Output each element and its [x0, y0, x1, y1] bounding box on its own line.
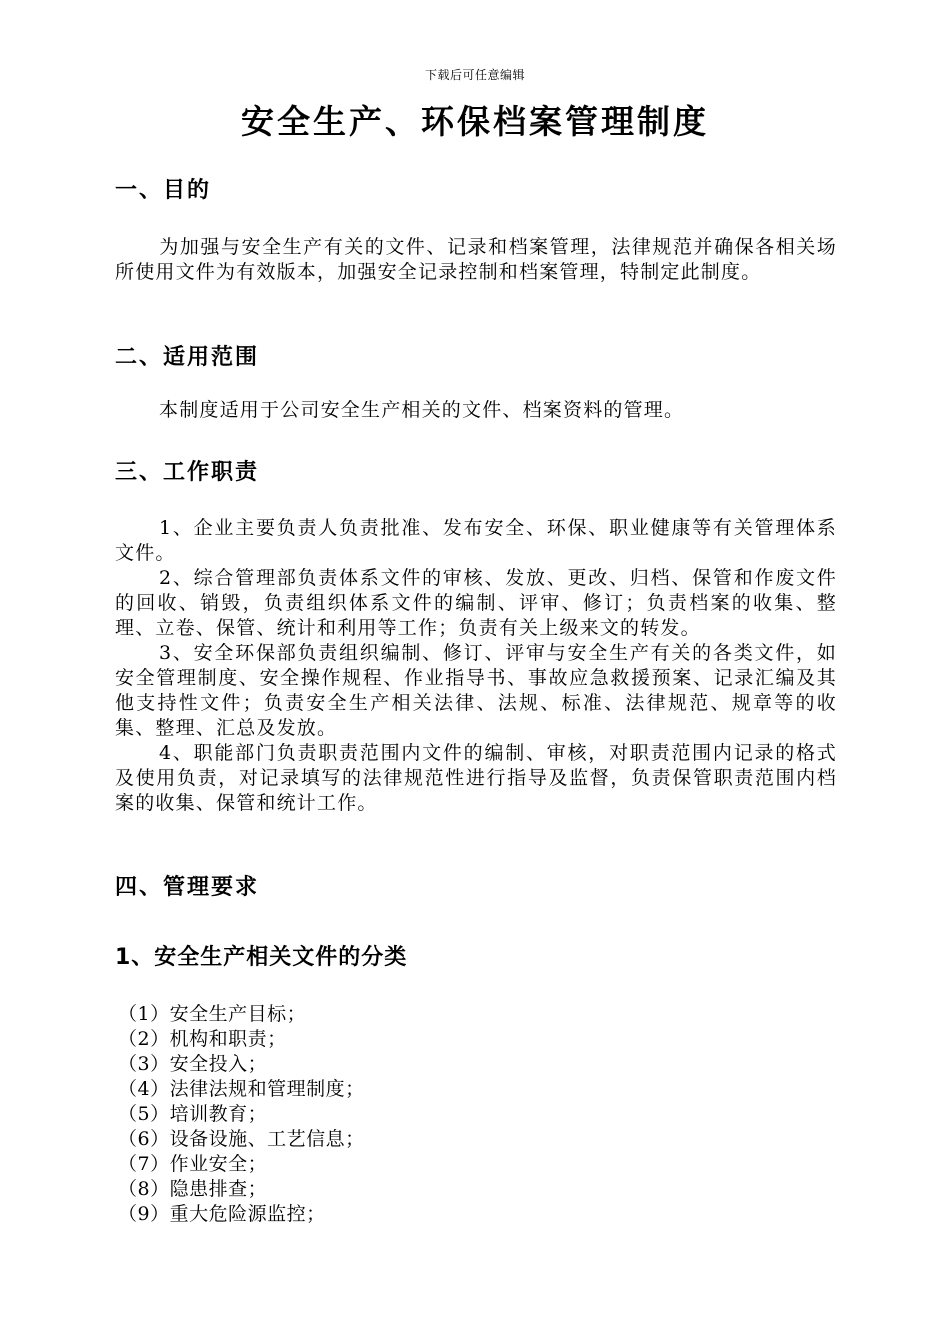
section-heading-duties: 三、工作职责 [115, 460, 260, 485]
duty-item [115, 741, 837, 816]
purpose-text: 为加强与安全生产有关的文件、记录和档案管理，法律规范并确保各相关场所使用文件为有效版本，加强安全记录控制和档案管理，特制定此制度。 [115, 236, 837, 283]
purpose-paragraph [115, 235, 837, 285]
duty-item [115, 641, 837, 741]
list-item: （5）培训教育； [118, 1103, 268, 1125]
document-title: 安全生产、环保档案管理制度 [241, 102, 709, 141]
list-item: （7）作业安全； [118, 1153, 268, 1175]
sub-heading-file-classification: 1、安全生产相关文件的分类 [115, 945, 408, 970]
scope-text: 本制度适用于公司安全生产相关的文件、档案资料的管理。 [159, 399, 685, 421]
list-item: （2）机构和职责； [118, 1028, 287, 1050]
duty-item-text: 4、职能部门负责职责范围内文件的编制、审核，对职责范围内记录的格式及使用负责，对记录填写的法律规范性进行指导及监督，负责保管职责范围内档案的收集、保管和统计工作。 [115, 742, 837, 814]
duty-item-text: 2、综合管理部负责体系文件的审核、发放、更改、归档、保管和作废文件的回收、销毁，负责组织体系文件的编制、评审、修订；负责档案的收集、整理、立卷、保管、统计和利用等工作；负责有关上级来文的转发。 [115, 567, 837, 639]
duty-item [115, 516, 837, 566]
duty-item [115, 566, 837, 641]
classification-list [118, 1002, 365, 1227]
list-item: （8）隐患排查； [118, 1178, 268, 1200]
scope-paragraph [115, 398, 837, 423]
list-item: （3）安全投入； [118, 1053, 268, 1075]
list-item: （6）设备设施、工艺信息； [118, 1128, 365, 1150]
section-heading-requirements: 四、管理要求 [115, 875, 260, 900]
list-item: （9）重大危险源监控； [118, 1203, 326, 1225]
duties-paragraphs [115, 516, 837, 816]
duty-item-text: 3、安全环保部负责组织编制、修订、评审与安全生产有关的各类文件，如安全管理制度、安全操作规程、作业指导书、事故应急救援预案、记录汇编及其他支持性文件；负责安全生产相关法律、法规、标准、法律规范、规章等的收集、整理、汇总及发放。 [115, 642, 837, 739]
list-item: （4）法律法规和管理制度； [118, 1078, 365, 1100]
header-note: 下载后可任意编辑 [424, 68, 525, 82]
duty-item-text: 1、企业主要负责人负责批准、发布安全、环保、职业健康等有关管理体系文件。 [115, 517, 837, 564]
list-item: （1）安全生产目标； [118, 1003, 307, 1025]
section-heading-purpose: 一、目的 [115, 178, 212, 203]
section-heading-scope: 二、适用范围 [115, 345, 260, 370]
